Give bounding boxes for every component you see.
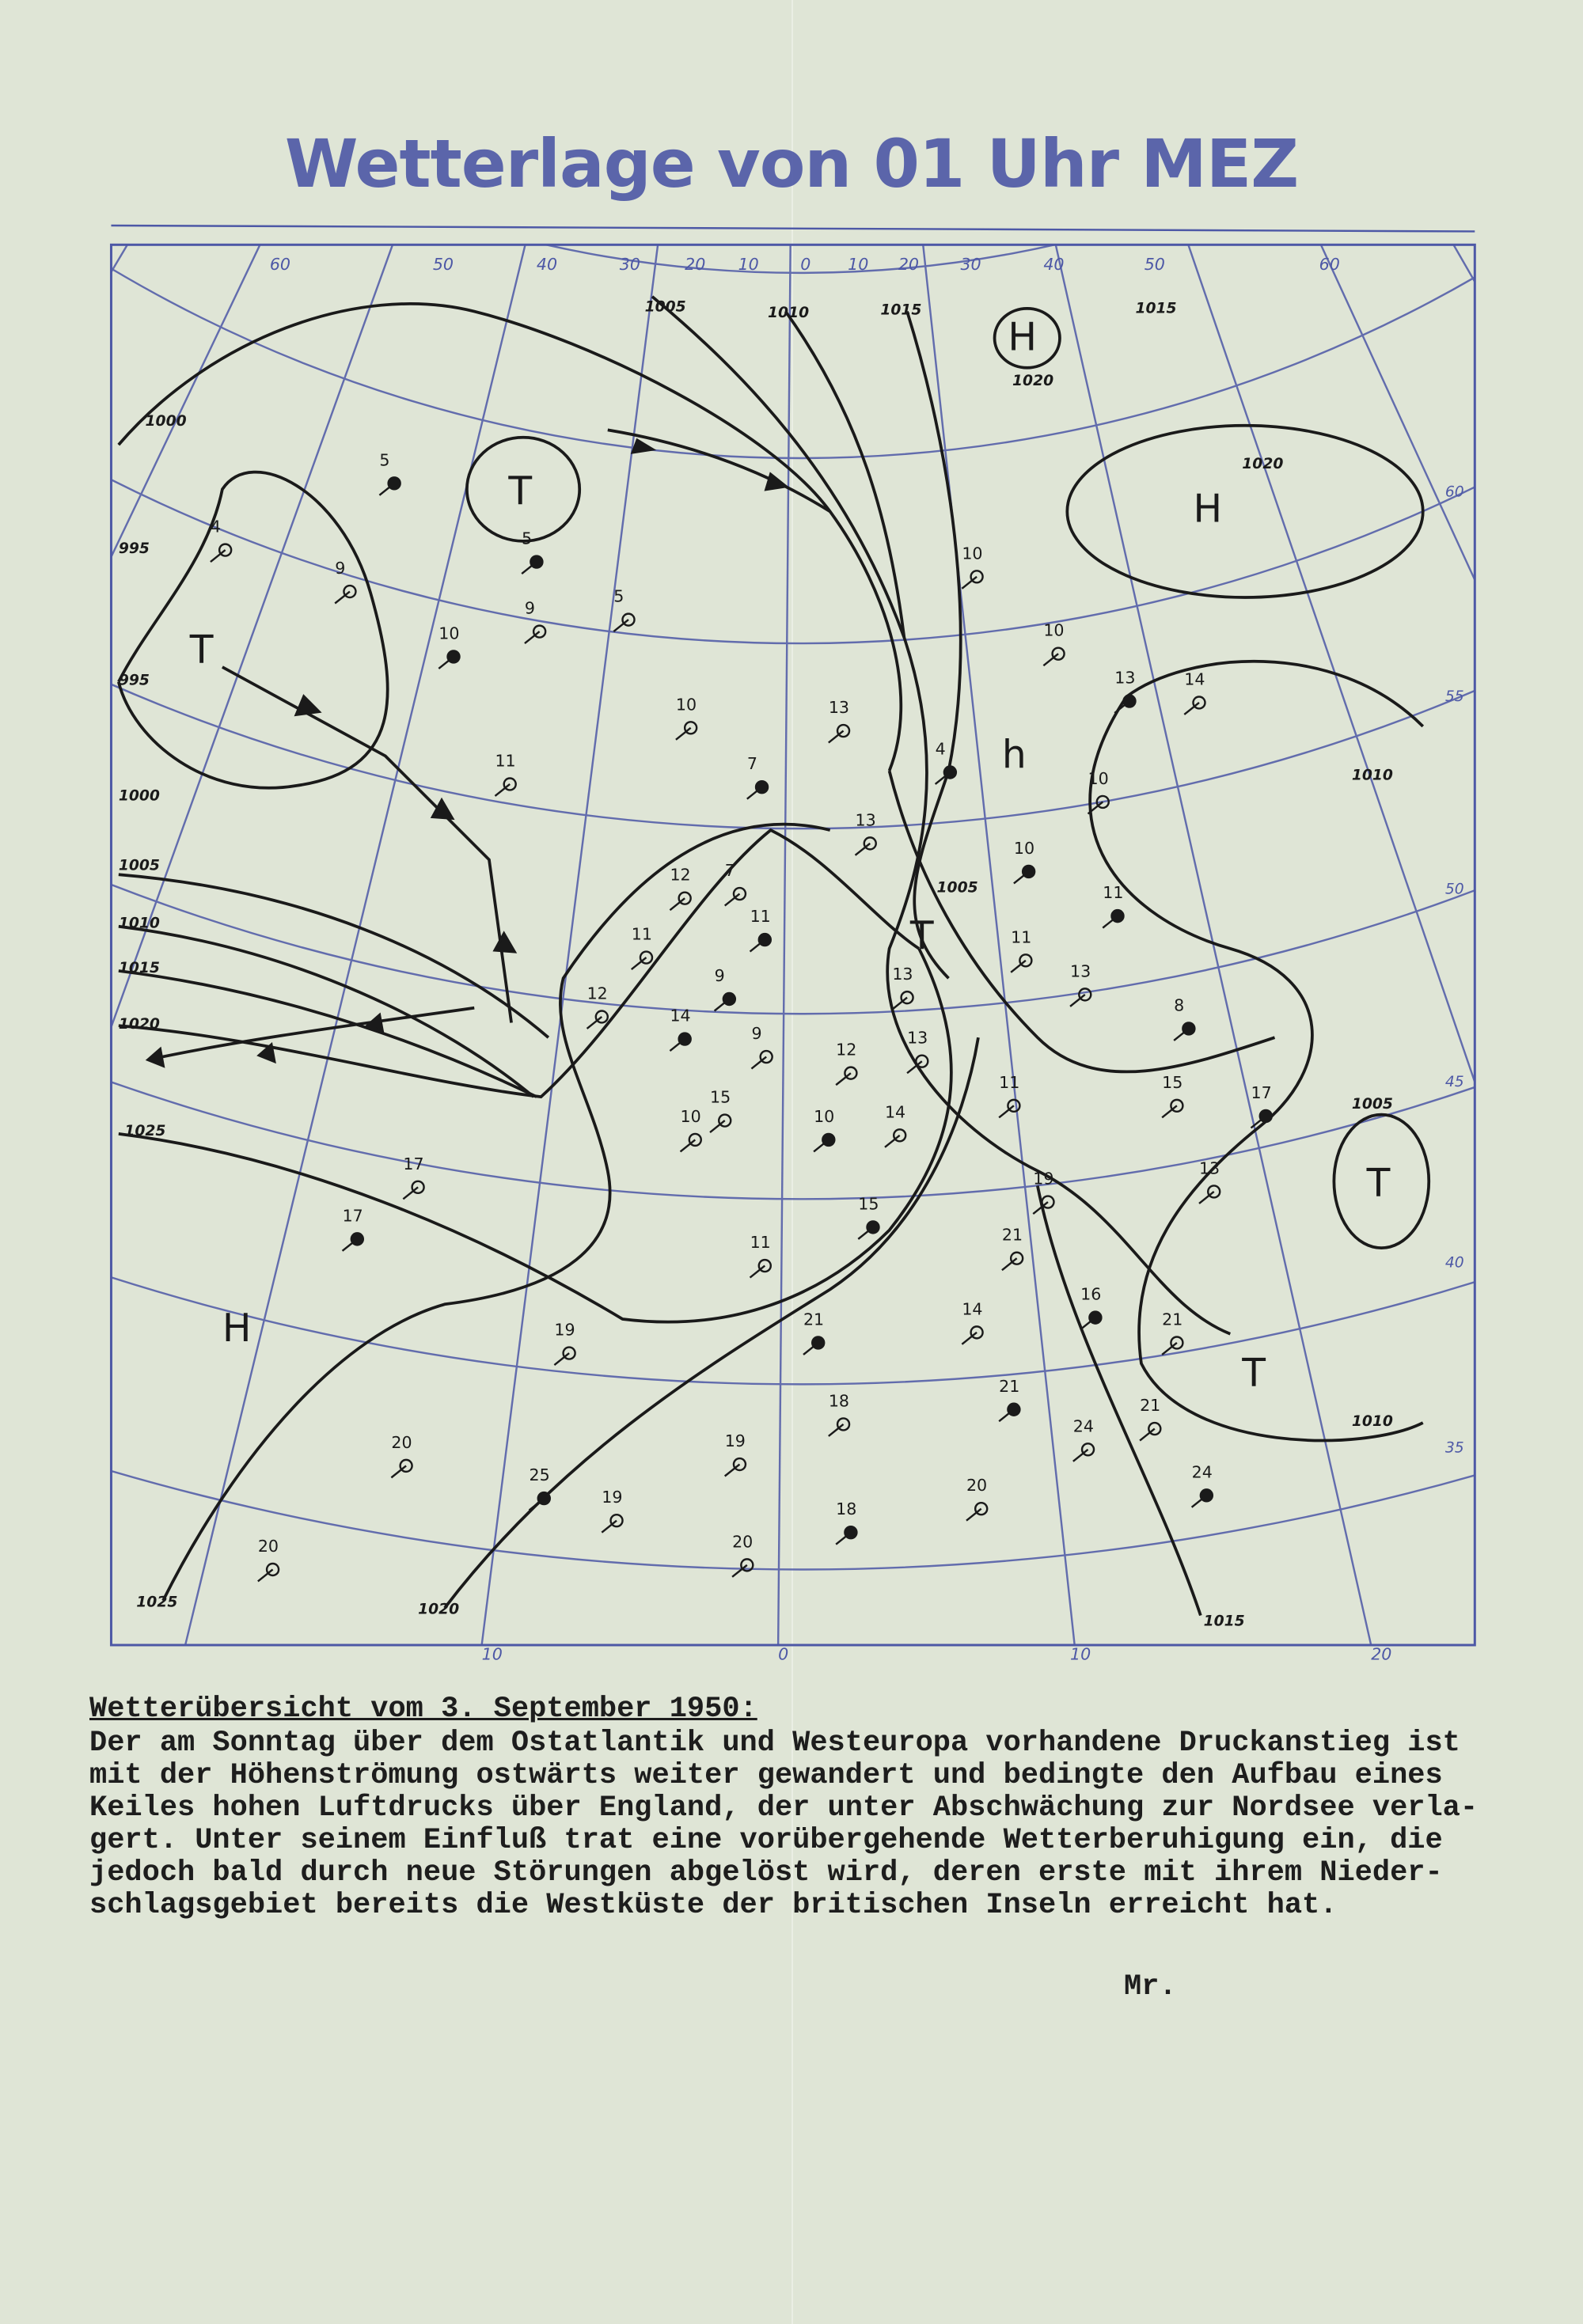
longitude-label: 40 [1043, 255, 1065, 275]
longitude-label: 10 [481, 1644, 503, 1664]
meridian-line [800, 0, 1371, 1645]
station-plot [1192, 1462, 1213, 1507]
meridian-line [778, 0, 800, 1645]
station-temperature: 21 [999, 1376, 1020, 1396]
station-plot [962, 544, 982, 588]
station-temperature: 25 [529, 1465, 550, 1485]
station-temperature: 12 [587, 984, 608, 1003]
station-temperature: 4 [210, 517, 222, 536]
station-plot [999, 1377, 1019, 1421]
meridian-line [0, 0, 800, 1645]
station-temperature: 7 [746, 754, 757, 774]
latitude-label: 60 [1444, 483, 1464, 501]
report-heading: Wetterübersicht vom 3. September 1950: [89, 1693, 757, 1726]
low-pressure-center: T [1366, 1161, 1391, 1206]
isobar [1126, 662, 1423, 726]
isobar [1090, 696, 1423, 1440]
station-plot [829, 1391, 849, 1435]
station-plot [438, 624, 459, 668]
meridian-line [0, 0, 800, 1645]
station-plot [530, 1465, 550, 1510]
station-temperature: 13 [855, 810, 876, 830]
report-signature: Mr. [1124, 1970, 1177, 2004]
station-plot [554, 1321, 575, 1365]
station-temperature: 14 [884, 1102, 906, 1122]
station-temperature: 24 [1191, 1462, 1213, 1482]
station-temperature: 5 [379, 450, 390, 470]
isobar-label: 1005 [936, 879, 978, 897]
station-plot [747, 754, 768, 798]
latitude-line [0, 0, 1583, 1014]
station-temperature: 8 [1174, 995, 1185, 1015]
station-plot [676, 695, 697, 739]
latitude-line [0, 0, 1583, 273]
station-plot [999, 1073, 1019, 1117]
longitude-label: 50 [432, 255, 454, 275]
station-temperature: 11 [750, 1233, 771, 1253]
station-temperature: 11 [750, 907, 771, 927]
low-pressure-center: T [508, 469, 533, 514]
station-temperature: 12 [670, 865, 691, 885]
isobar-label: 1020 [1012, 373, 1054, 390]
station-temperature: 12 [836, 1040, 857, 1060]
station-temperature: 4 [935, 739, 946, 759]
station-temperature: 10 [675, 695, 697, 715]
isobar [119, 304, 901, 774]
isobar [445, 1037, 978, 1608]
isobar-label: 1025 [124, 1122, 166, 1139]
station-temperature: 10 [1043, 620, 1065, 640]
isobar [119, 927, 533, 1097]
isobar-label: 1000 [118, 787, 160, 805]
station-temperature: 9 [751, 1024, 762, 1044]
meridian-line [800, 0, 1583, 1645]
station-temperature: 15 [1162, 1072, 1183, 1092]
station-temperature: 24 [1072, 1416, 1094, 1436]
latitude-label: 40 [1444, 1254, 1464, 1272]
station-plot [670, 866, 690, 910]
station-plot [836, 1499, 856, 1544]
report-body: Der am Sonntag über dem Ostatlantik und Westeuropa vorhandene Druckanstieg ist mit der Höhenströmung ostwärts weiter gewandert und bedingte den Aufbau eines Keiles hohen Luftdrucks über England, der unter Abschwächung zur Nordsee verla- gert. Unter seinem Einfluß trat eine vorübergehende Wetterberuhigung ein, die jedoch bald durch neue Störungen abgelöst wird, deren erste mit ihrem Nieder- schlagsgebiet bereits die Westküste der britischen Inseln erreicht hat. [89, 1727, 1479, 1922]
station-plot [1251, 1083, 1272, 1128]
isobar-label: 1025 [136, 1594, 178, 1611]
station-temperature: 18 [828, 1391, 850, 1411]
longitude-label: 10 [848, 255, 869, 275]
station-temperature: 11 [495, 751, 516, 771]
station-plot [803, 1310, 824, 1354]
isobars [119, 297, 1429, 1616]
station-plot [1080, 1285, 1101, 1329]
isobar-label: 1020 [418, 1601, 460, 1618]
station-temperature: 21 [1140, 1396, 1161, 1416]
station-temperature: 21 [803, 1310, 825, 1329]
station-plot [732, 1532, 753, 1576]
station-temperature: 10 [1088, 768, 1109, 788]
longitude-label: 20 [1371, 1644, 1392, 1664]
station-plot [750, 907, 771, 951]
station-temperature: 21 [1162, 1310, 1183, 1329]
isobar-label: 1020 [118, 1015, 160, 1033]
station-temperature: 20 [732, 1532, 754, 1552]
longitude-label: 60 [1319, 255, 1340, 275]
isobar [786, 312, 905, 638]
meridian-line [800, 0, 1583, 1645]
meridian-line [0, 0, 800, 1645]
station-plot [632, 925, 652, 969]
isobar-label: 1010 [1351, 1412, 1393, 1430]
station-temperature: 14 [1184, 669, 1205, 689]
isobar-label: 1015 [1203, 1613, 1245, 1630]
meridian-line [185, 0, 800, 1645]
station-plot [211, 517, 231, 562]
station-plot [1162, 1073, 1183, 1117]
station-plot [1014, 839, 1034, 883]
station-plot [495, 751, 515, 795]
station-plot [1184, 670, 1205, 715]
station-temperature: 17 [403, 1154, 424, 1173]
station-plot [1162, 1310, 1183, 1354]
station-plot [814, 1107, 834, 1151]
station-plot [715, 966, 735, 1010]
isobar-label: 1005 [644, 298, 686, 316]
station-plot [1033, 1170, 1053, 1214]
station-plot [1002, 1226, 1023, 1270]
station-plot [1073, 1416, 1094, 1461]
isobar-label: 1010 [768, 305, 810, 322]
station-plot [966, 1476, 987, 1520]
map-labels [119, 255, 1464, 1664]
longitude-label: 10 [738, 255, 759, 275]
station-plot [710, 1088, 731, 1132]
station-plot [1103, 883, 1123, 927]
station-temperature: 9 [335, 559, 346, 578]
fronts [148, 430, 829, 1065]
station-temperature: 20 [391, 1432, 412, 1452]
station-plot [892, 965, 913, 1009]
station-temperature: 19 [724, 1431, 746, 1451]
station-plot [602, 1488, 622, 1532]
station-plot [335, 559, 355, 603]
isobar [163, 825, 830, 1601]
station-plot [885, 1102, 905, 1147]
isobar [1038, 1185, 1201, 1615]
station-temperature: 13 [1114, 668, 1136, 688]
station-plot [681, 1107, 701, 1151]
station-plot [391, 1433, 412, 1477]
longitude-label: 0 [778, 1644, 789, 1664]
isobar-label: 1015 [118, 959, 160, 976]
station-plot [856, 810, 876, 855]
station-temperature: 13 [1198, 1158, 1220, 1178]
station-plot [725, 861, 746, 905]
station-plot [962, 1299, 982, 1344]
station-temperature: 19 [602, 1488, 623, 1507]
longitude-label: 40 [536, 255, 558, 275]
station-temperature: 11 [1011, 927, 1032, 947]
station-plot [725, 1431, 746, 1476]
station-temperature: 19 [554, 1320, 575, 1340]
isobar-label: 1005 [118, 857, 160, 874]
meridian-line [800, 0, 1583, 1645]
station-temperature: 10 [680, 1106, 701, 1126]
station-plot [750, 1233, 771, 1277]
station-plot [587, 984, 608, 1029]
station-temperature: 10 [814, 1106, 835, 1126]
station-temperature: 16 [1080, 1284, 1102, 1304]
longitude-label: 0 [800, 255, 811, 275]
longitude-label: 10 [1070, 1644, 1091, 1664]
station-temperature: 13 [1070, 961, 1091, 981]
meridian-line [482, 0, 801, 1645]
low-pressure-center: T [909, 913, 934, 958]
isobar [119, 830, 919, 1097]
isobar-label: 995 [118, 540, 150, 557]
station-temperature: 14 [962, 1299, 983, 1319]
station-temperature: 10 [962, 544, 983, 563]
isobar-label: 1005 [1351, 1096, 1393, 1113]
station-temperature: 19 [1033, 1169, 1054, 1189]
low-pressure-center: T [189, 627, 214, 673]
longitude-label: 30 [960, 255, 981, 275]
station-temperature: 5 [613, 586, 624, 606]
latitude-label: 50 [1444, 881, 1464, 898]
station-plot [1043, 621, 1064, 665]
high-pressure-center: H [1008, 315, 1038, 360]
high-pressure-center: h [1001, 733, 1027, 778]
station-temperature: 13 [907, 1028, 928, 1048]
station-plot [1070, 961, 1091, 1006]
station-plot [670, 1007, 690, 1051]
low-pressure-center: T [1242, 1351, 1266, 1396]
outer-frame-top [111, 226, 1475, 231]
station-temperature: 20 [257, 1537, 279, 1556]
station-plot [1174, 995, 1194, 1040]
station-temperature: 17 [342, 1206, 363, 1226]
station-temperature: 20 [966, 1476, 988, 1496]
longitude-label: 30 [619, 255, 640, 275]
station-plot [403, 1154, 423, 1199]
station-temperature: 5 [522, 529, 533, 548]
station-temperature: 13 [892, 965, 913, 984]
station-temperature: 11 [631, 924, 652, 944]
meridian-line [0, 0, 800, 1645]
isobar-label: 1020 [1242, 456, 1284, 473]
station-plot [379, 450, 400, 495]
weather-report [89, 1693, 1530, 1922]
station-plot [1011, 927, 1031, 972]
station-plot [522, 529, 542, 574]
station-temperature: 15 [710, 1087, 731, 1107]
stations [211, 450, 1272, 1581]
latitude-label: 45 [1444, 1073, 1464, 1090]
station-plot [343, 1206, 363, 1250]
station-temperature: 11 [1103, 883, 1124, 903]
station-temperature: 14 [670, 1006, 691, 1026]
station-plot [1140, 1396, 1160, 1440]
station-temperature: 7 [724, 861, 735, 881]
isobar-label: 1015 [1135, 300, 1177, 317]
station-temperature: 17 [1251, 1082, 1272, 1102]
station-temperature: 10 [1013, 838, 1035, 858]
station-temperature: 18 [836, 1499, 857, 1519]
station-plot [613, 587, 634, 631]
station-temperature: 10 [438, 624, 460, 643]
station-temperature: 9 [714, 966, 725, 986]
isobar-label: 1010 [1351, 767, 1393, 784]
station-plot [829, 698, 849, 742]
map-title: Wetterlage von 01 Uhr MEZ [284, 125, 1299, 203]
station-plot [858, 1194, 879, 1238]
isobar [907, 312, 961, 979]
station-temperature: 11 [999, 1072, 1020, 1092]
isobar-label: 995 [118, 672, 150, 689]
station-plot [836, 1041, 856, 1085]
high-pressure-center: H [1193, 487, 1223, 532]
station-plot [751, 1024, 772, 1068]
isobar-label: 1015 [880, 301, 922, 319]
longitude-label: 50 [1144, 255, 1165, 275]
station-temperature: 13 [828, 698, 850, 718]
longitude-label: 20 [685, 255, 706, 275]
isobar [1067, 426, 1422, 597]
station-temperature: 9 [524, 598, 536, 618]
station-temperature: 21 [1001, 1225, 1023, 1245]
latitude-label: 55 [1444, 688, 1464, 706]
longitude-label: 60 [269, 255, 291, 275]
isobar-label: 1000 [145, 412, 187, 430]
station-plot [258, 1537, 279, 1581]
high-pressure-center: H [222, 1306, 252, 1352]
station-plot [1114, 669, 1135, 713]
latitude-label: 35 [1444, 1439, 1464, 1457]
station-temperature: 15 [858, 1194, 879, 1214]
longitude-label: 20 [898, 255, 920, 275]
isobar-label: 1010 [118, 915, 160, 932]
map-frame [111, 245, 1475, 1645]
